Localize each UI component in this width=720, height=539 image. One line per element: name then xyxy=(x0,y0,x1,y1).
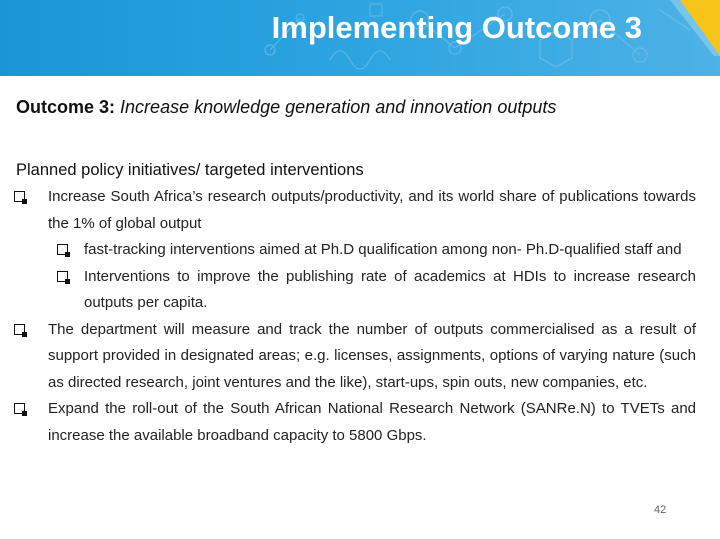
bullet-text: Increase South Africa’s research outputs/productivity, and its world share of publications towards the 1% of global output xyxy=(48,188,696,232)
square-bullet-icon xyxy=(57,271,68,282)
bullet-text: The department will measure and track the number of outputs commercialised as a result of support provided in designated areas; e.g. licenses, assignments, options of varying nature (such as directed research, joint ventures and the like), start-ups, spin outs, new companies, etc. xyxy=(48,320,696,391)
outcome-label: Outcome 3: xyxy=(16,97,116,117)
list-item xyxy=(48,396,696,449)
yellow-corner-triangle xyxy=(670,0,720,56)
page-number: 42 xyxy=(654,504,667,516)
outcome-statement xyxy=(16,97,556,118)
square-bullet-icon xyxy=(57,244,68,255)
bullet-text: fast-tracking interventions aimed at Ph.D qualification among non- Ph.D-qualified staff and xyxy=(84,241,682,258)
header-banner xyxy=(0,0,720,76)
list-item xyxy=(48,184,696,237)
slide-title: Implementing Outcome 3 xyxy=(271,10,642,45)
section-heading: Planned policy initiatives/ targeted interventions xyxy=(16,161,364,179)
square-bullet-icon xyxy=(14,324,25,335)
square-bullet-icon xyxy=(14,403,25,414)
bullet-text: Expand the roll-out of the South African National Research Network (SANRe.N) to TVETs and increase the available broadband capacity to 5800 Gbps. xyxy=(48,400,696,444)
list-item xyxy=(84,264,696,317)
bullet-list xyxy=(0,184,720,449)
bullet-text: Interventions to improve the publishing rate of academics at HDIs to increase research outputs per capita. xyxy=(84,267,696,311)
square-bullet-icon xyxy=(14,191,25,202)
list-item xyxy=(84,237,696,264)
list-item xyxy=(48,317,696,397)
outcome-text: Increase knowledge generation and innovation outputs xyxy=(120,97,557,117)
